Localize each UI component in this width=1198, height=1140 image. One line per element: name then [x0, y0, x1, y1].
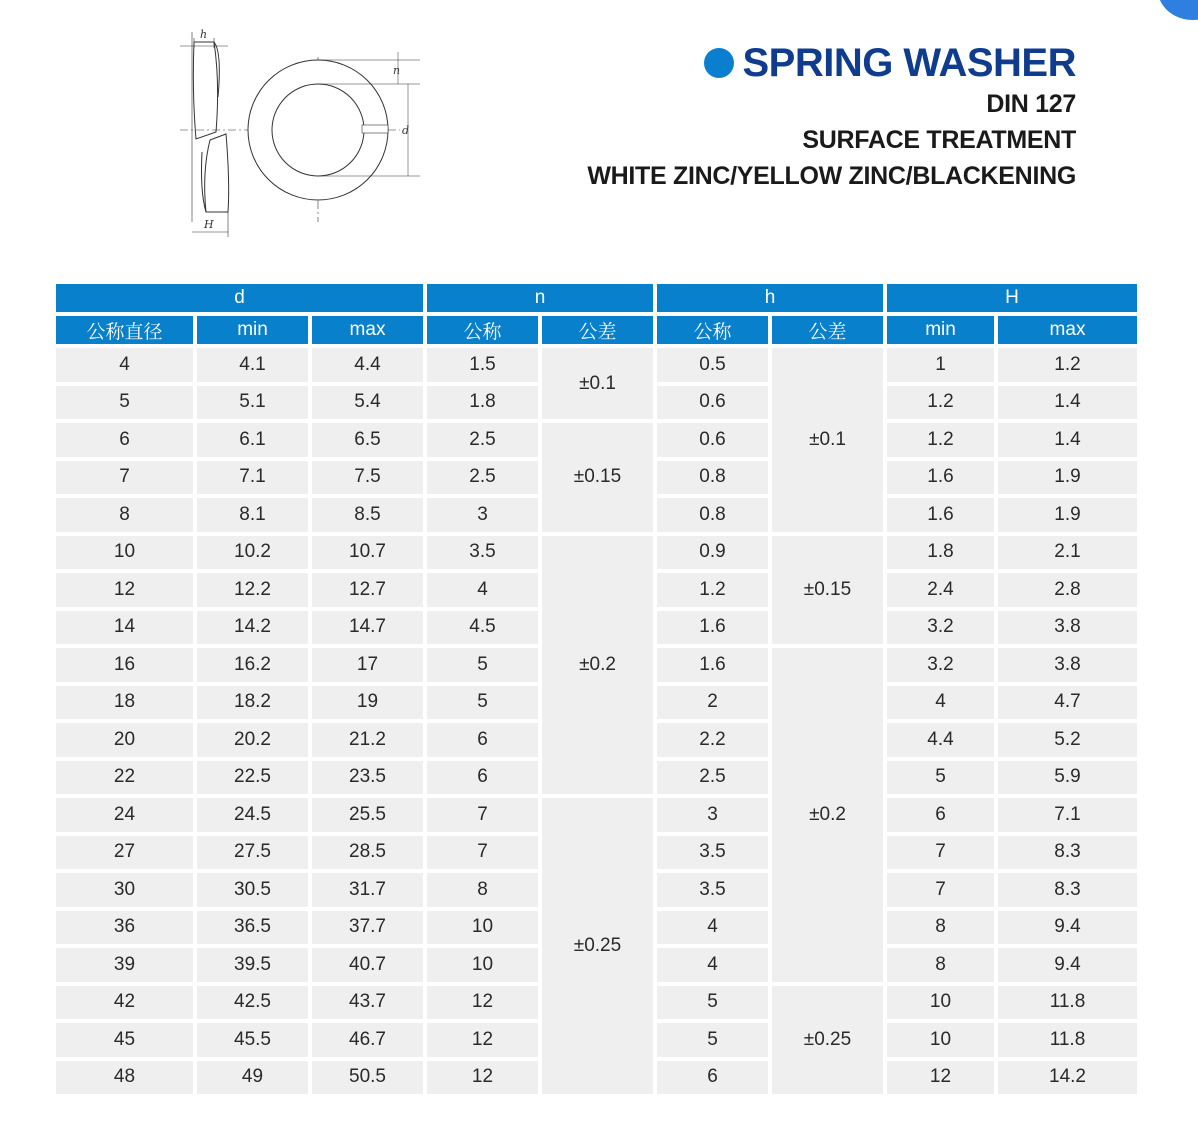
cell-h-nominal: 4 — [657, 911, 768, 945]
cell-n-tolerance: ±0.25 — [542, 798, 653, 1094]
cell-h-nominal: 6 — [657, 1061, 768, 1095]
cell-d-nominal: 12 — [56, 573, 193, 607]
svg-text:d: d — [402, 124, 410, 137]
surface-treatment-value: WHITE ZINC/YELLOW ZINC/BLACKENING — [587, 162, 1076, 190]
cell-H-min: 12 — [887, 1061, 994, 1095]
cell-H-max: 5.2 — [998, 723, 1137, 757]
cell-d-min: 36.5 — [197, 911, 308, 945]
standard-label: DIN 127 — [986, 90, 1076, 118]
cell-n-nominal: 6 — [427, 761, 538, 795]
cell-d-nominal: 30 — [56, 873, 193, 907]
cell-d-min: 24.5 — [197, 798, 308, 832]
cell-d-nominal: 10 — [56, 536, 193, 570]
cell-h-nominal: 5 — [657, 1023, 768, 1057]
column-header-d-min: min — [197, 316, 308, 344]
cell-h-nominal: 3.5 — [657, 836, 768, 870]
cell-d-min: 5.1 — [197, 386, 308, 420]
cell-h-nominal: 0.5 — [657, 348, 768, 382]
group-header-n: n — [427, 284, 653, 312]
cell-h-nominal: 2 — [657, 686, 768, 720]
cell-H-min: 3.2 — [887, 648, 994, 682]
cell-d-min: 20.2 — [197, 723, 308, 757]
group-header-h-upper: H — [887, 284, 1137, 312]
table-row — [56, 423, 1137, 457]
cell-H-max: 1.4 — [998, 386, 1137, 420]
cell-d-nominal: 8 — [56, 498, 193, 532]
surface-treatment-label: SURFACE TREATMENT — [802, 126, 1076, 154]
cell-h-nominal: 1.6 — [657, 648, 768, 682]
cell-H-max: 8.3 — [998, 836, 1137, 870]
cell-d-max: 7.5 — [312, 461, 423, 495]
cell-H-min: 1.6 — [887, 461, 994, 495]
cell-n-nominal: 6 — [427, 723, 538, 757]
cell-H-min: 10 — [887, 986, 994, 1020]
cell-h-nominal: 2.5 — [657, 761, 768, 795]
column-header-h-tolerance: 公差 — [772, 316, 883, 344]
bullet-dot-icon — [704, 48, 734, 78]
cell-h-tolerance: ±0.1 — [772, 348, 883, 532]
cell-d-max: 50.5 — [312, 1061, 423, 1095]
cell-H-min: 2.4 — [887, 573, 994, 607]
column-header-n-tolerance: 公差 — [542, 316, 653, 344]
cell-d-max: 40.7 — [312, 948, 423, 982]
spring-washer-drawing — [170, 22, 430, 247]
cell-h-tolerance: ±0.2 — [772, 648, 883, 982]
cell-H-max: 3.8 — [998, 611, 1137, 645]
cell-d-nominal: 39 — [56, 948, 193, 982]
cell-h-nominal: 3.5 — [657, 873, 768, 907]
cell-H-max: 3.8 — [998, 648, 1137, 682]
cell-d-max: 5.4 — [312, 386, 423, 420]
table-row — [56, 536, 1137, 570]
title-block — [587, 40, 1076, 194]
cell-h-nominal: 0.6 — [657, 423, 768, 457]
cell-H-max: 5.9 — [998, 761, 1137, 795]
cell-d-nominal: 14 — [56, 611, 193, 645]
cell-n-nominal: 1.5 — [427, 348, 538, 382]
cell-n-tolerance: ±0.2 — [542, 536, 653, 795]
cell-d-min: 39.5 — [197, 948, 308, 982]
table-row — [56, 798, 1137, 832]
cell-n-nominal: 7 — [427, 798, 538, 832]
cell-H-min: 4.4 — [887, 723, 994, 757]
cell-d-max: 10.7 — [312, 536, 423, 570]
cell-d-nominal: 18 — [56, 686, 193, 720]
cell-d-min: 8.1 — [197, 498, 308, 532]
cell-n-nominal: 8 — [427, 873, 538, 907]
cell-d-nominal: 42 — [56, 986, 193, 1020]
svg-text:H: H — [204, 218, 214, 231]
svg-text:n: n — [393, 64, 401, 77]
cell-n-nominal: 2.5 — [427, 423, 538, 457]
cell-H-min: 3.2 — [887, 611, 994, 645]
cell-n-nominal: 12 — [427, 1061, 538, 1095]
cell-h-nominal: 0.6 — [657, 386, 768, 420]
cell-H-min: 1.2 — [887, 423, 994, 457]
cell-h-nominal: 0.9 — [657, 536, 768, 570]
cell-H-min: 4 — [887, 686, 994, 720]
cell-H-min: 8 — [887, 911, 994, 945]
cell-d-nominal: 7 — [56, 461, 193, 495]
cell-n-nominal: 10 — [427, 948, 538, 982]
cell-h-nominal: 1.2 — [657, 573, 768, 607]
cell-n-nominal: 7 — [427, 836, 538, 870]
cell-h-nominal: 5 — [657, 986, 768, 1020]
cell-d-max: 4.4 — [312, 348, 423, 382]
group-header-h: h — [657, 284, 883, 312]
spec-table-body — [56, 348, 1137, 1094]
cell-n-nominal: 5 — [427, 686, 538, 720]
group-header-d: d — [56, 284, 423, 312]
cell-d-nominal: 22 — [56, 761, 193, 795]
cell-d-min: 16.2 — [197, 648, 308, 682]
cell-n-nominal: 3 — [427, 498, 538, 532]
cell-n-nominal: 12 — [427, 986, 538, 1020]
cell-H-max: 2.8 — [998, 573, 1137, 607]
cell-H-max: 8.3 — [998, 873, 1137, 907]
cell-d-max: 37.7 — [312, 911, 423, 945]
cell-H-max: 9.4 — [998, 911, 1137, 945]
cell-h-nominal: 4 — [657, 948, 768, 982]
cell-d-min: 49 — [197, 1061, 308, 1095]
cell-d-max: 14.7 — [312, 611, 423, 645]
cell-d-min: 30.5 — [197, 873, 308, 907]
column-header-H-max: max — [998, 316, 1137, 344]
cell-H-max: 9.4 — [998, 948, 1137, 982]
cell-H-max: 1.4 — [998, 423, 1137, 457]
cell-H-max: 1.2 — [998, 348, 1137, 382]
cell-h-tolerance: ±0.25 — [772, 986, 883, 1095]
corner-accent-shape — [1158, 0, 1198, 20]
cell-H-max: 11.8 — [998, 986, 1137, 1020]
cell-d-nominal: 24 — [56, 798, 193, 832]
page-title: SPRING WASHER — [742, 41, 1076, 85]
cell-H-min: 8 — [887, 948, 994, 982]
cell-d-min: 6.1 — [197, 423, 308, 457]
cell-d-nominal: 27 — [56, 836, 193, 870]
cell-H-max: 1.9 — [998, 498, 1137, 532]
cell-d-nominal: 36 — [56, 911, 193, 945]
cell-H-max: 11.8 — [998, 1023, 1137, 1057]
cell-d-min: 18.2 — [197, 686, 308, 720]
cell-H-max: 7.1 — [998, 798, 1137, 832]
cell-H-min: 1.8 — [887, 536, 994, 570]
cell-d-max: 12.7 — [312, 573, 423, 607]
cell-H-min: 1.6 — [887, 498, 994, 532]
cell-H-max: 4.7 — [998, 686, 1137, 720]
group-header-row — [56, 284, 1137, 312]
sub-header-row — [56, 316, 1137, 344]
cell-d-max: 43.7 — [312, 986, 423, 1020]
spec-table — [52, 280, 1141, 1098]
column-header-h-nominal: 公称 — [657, 316, 768, 344]
cell-d-nominal: 16 — [56, 648, 193, 682]
cell-d-nominal: 4 — [56, 348, 193, 382]
cell-d-min: 14.2 — [197, 611, 308, 645]
cell-H-min: 6 — [887, 798, 994, 832]
cell-H-min: 5 — [887, 761, 994, 795]
cell-d-max: 23.5 — [312, 761, 423, 795]
cell-d-min: 10.2 — [197, 536, 308, 570]
cell-H-min: 10 — [887, 1023, 994, 1057]
cell-d-nominal: 5 — [56, 386, 193, 420]
cell-H-max: 14.2 — [998, 1061, 1137, 1095]
cell-h-tolerance: ±0.15 — [772, 536, 883, 645]
column-header-d-max: max — [312, 316, 423, 344]
cell-d-max: 28.5 — [312, 836, 423, 870]
column-header-H-min: min — [887, 316, 994, 344]
cell-H-min: 1 — [887, 348, 994, 382]
cell-d-min: 45.5 — [197, 1023, 308, 1057]
cell-d-max: 8.5 — [312, 498, 423, 532]
cell-d-nominal: 48 — [56, 1061, 193, 1095]
cell-n-tolerance: ±0.1 — [542, 348, 653, 419]
cell-H-max: 1.9 — [998, 461, 1137, 495]
cell-d-min: 22.5 — [197, 761, 308, 795]
cell-d-min: 7.1 — [197, 461, 308, 495]
svg-text:h: h — [200, 28, 208, 41]
cell-H-max: 2.1 — [998, 536, 1137, 570]
table-row — [56, 348, 1137, 382]
cell-n-nominal: 1.8 — [427, 386, 538, 420]
cell-n-nominal: 3.5 — [427, 536, 538, 570]
column-header-d-nominal: 公称直径 — [56, 316, 193, 344]
cell-n-nominal: 10 — [427, 911, 538, 945]
cell-n-nominal: 2.5 — [427, 461, 538, 495]
cell-h-nominal: 2.2 — [657, 723, 768, 757]
cell-h-nominal: 0.8 — [657, 498, 768, 532]
cell-H-min: 1.2 — [887, 386, 994, 420]
cell-h-nominal: 1.6 — [657, 611, 768, 645]
cell-d-min: 4.1 — [197, 348, 308, 382]
cell-d-nominal: 20 — [56, 723, 193, 757]
cell-d-max: 46.7 — [312, 1023, 423, 1057]
cell-h-nominal: 0.8 — [657, 461, 768, 495]
cell-d-min: 12.2 — [197, 573, 308, 607]
cell-d-max: 25.5 — [312, 798, 423, 832]
cell-d-max: 6.5 — [312, 423, 423, 457]
cell-d-max: 19 — [312, 686, 423, 720]
cell-d-max: 21.2 — [312, 723, 423, 757]
cell-d-max: 17 — [312, 648, 423, 682]
cell-d-min: 42.5 — [197, 986, 308, 1020]
cell-d-min: 27.5 — [197, 836, 308, 870]
cell-n-nominal: 12 — [427, 1023, 538, 1057]
cell-n-tolerance: ±0.15 — [542, 423, 653, 532]
column-header-n-nominal: 公称 — [427, 316, 538, 344]
cell-d-nominal: 6 — [56, 423, 193, 457]
cell-n-nominal: 5 — [427, 648, 538, 682]
cell-H-min: 7 — [887, 836, 994, 870]
cell-h-nominal: 3 — [657, 798, 768, 832]
cell-n-nominal: 4.5 — [427, 611, 538, 645]
cell-d-max: 31.7 — [312, 873, 423, 907]
cell-d-nominal: 45 — [56, 1023, 193, 1057]
cell-n-nominal: 4 — [427, 573, 538, 607]
cell-H-min: 7 — [887, 873, 994, 907]
